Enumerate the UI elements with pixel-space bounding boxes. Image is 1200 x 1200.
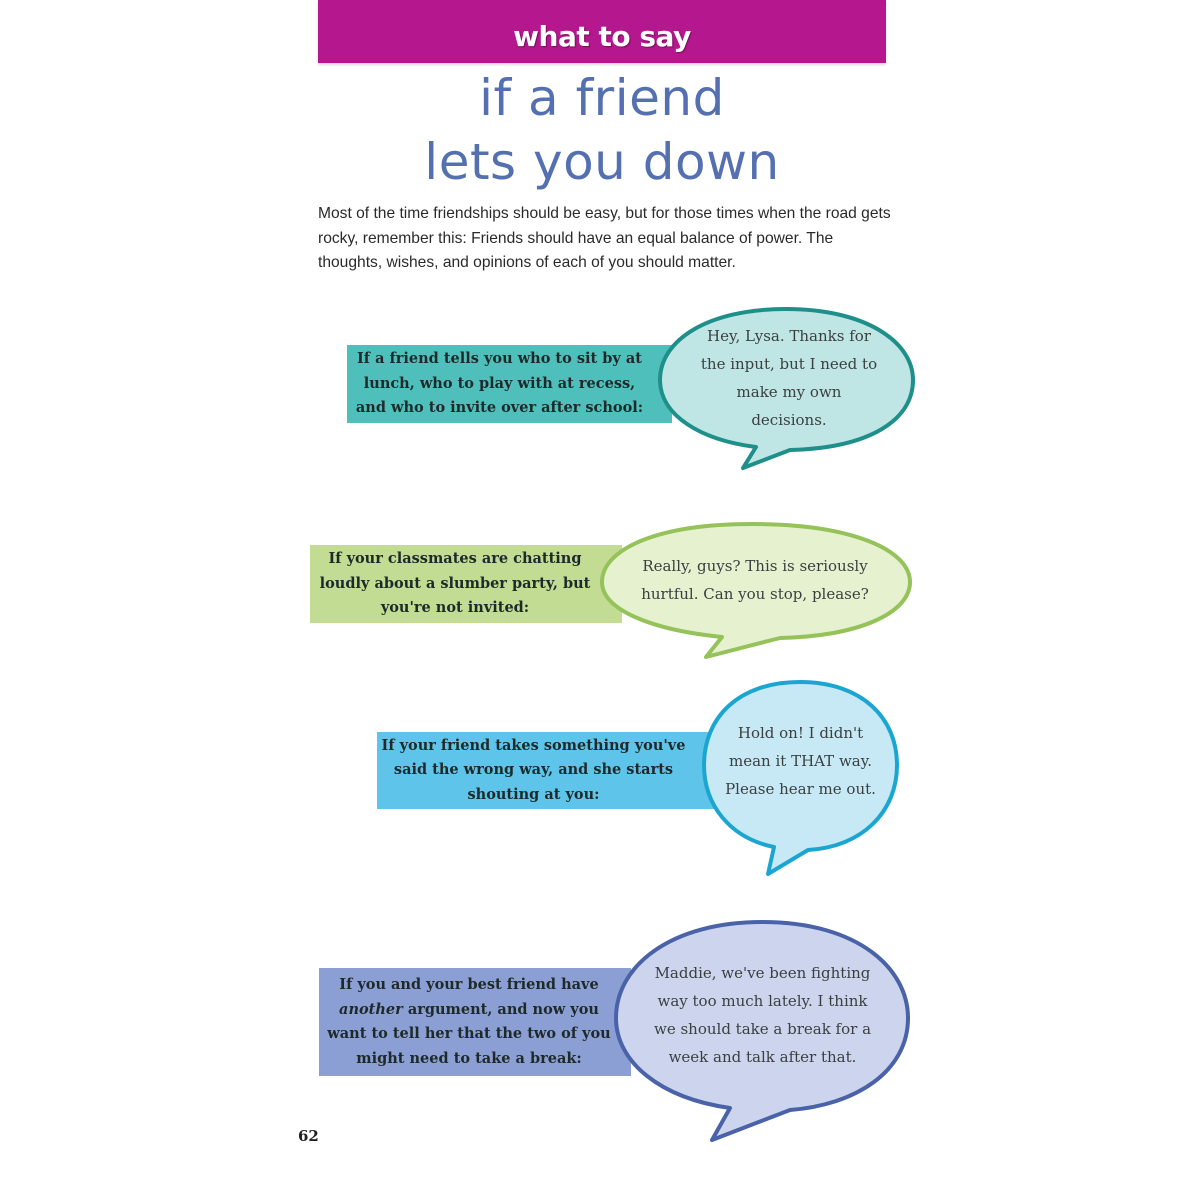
section-label: what to say	[513, 20, 691, 53]
response-text: Hold on! I didn't mean it THAT way. Please hear me out.	[725, 724, 876, 798]
situation-emphasis: another	[339, 1000, 403, 1018]
situation-text: If your classmates are chatting loudly about a slumber party, but you're not invited:	[319, 550, 591, 617]
situation-text: If you and your best friend have another argument, and now you want to tell her that the two of you might need to take a break:	[327, 976, 611, 1067]
page-number: 62	[298, 1127, 319, 1145]
situation-text: If your friend takes something you've said the wrong way, and she starts shouting at you:	[381, 736, 686, 803]
response-text: Hey, Lysa. Thanks for the input, but I need to make my own decisions.	[700, 327, 878, 429]
response-text: Maddie, we've been fighting way too much lately. I think we should take a break for a week and talk after that.	[653, 963, 872, 1066]
page-title-line-1: if a friend	[479, 69, 725, 127]
page-title-line-2: lets you down	[424, 133, 780, 191]
response-text: Really, guys? This is seriously hurtful. Can you stop, please?	[641, 557, 869, 603]
intro-paragraph: Most of the time friendships should be easy, but for those times when the road gets rocky, remember this: Friends should have an equal balance of power. The thoughts, wishes, and opinions of each of you should matter.	[318, 205, 891, 271]
situation-text: If a friend tells you who to sit by at lunch, who to play with at recess, and who to invite over after school:	[355, 350, 644, 417]
